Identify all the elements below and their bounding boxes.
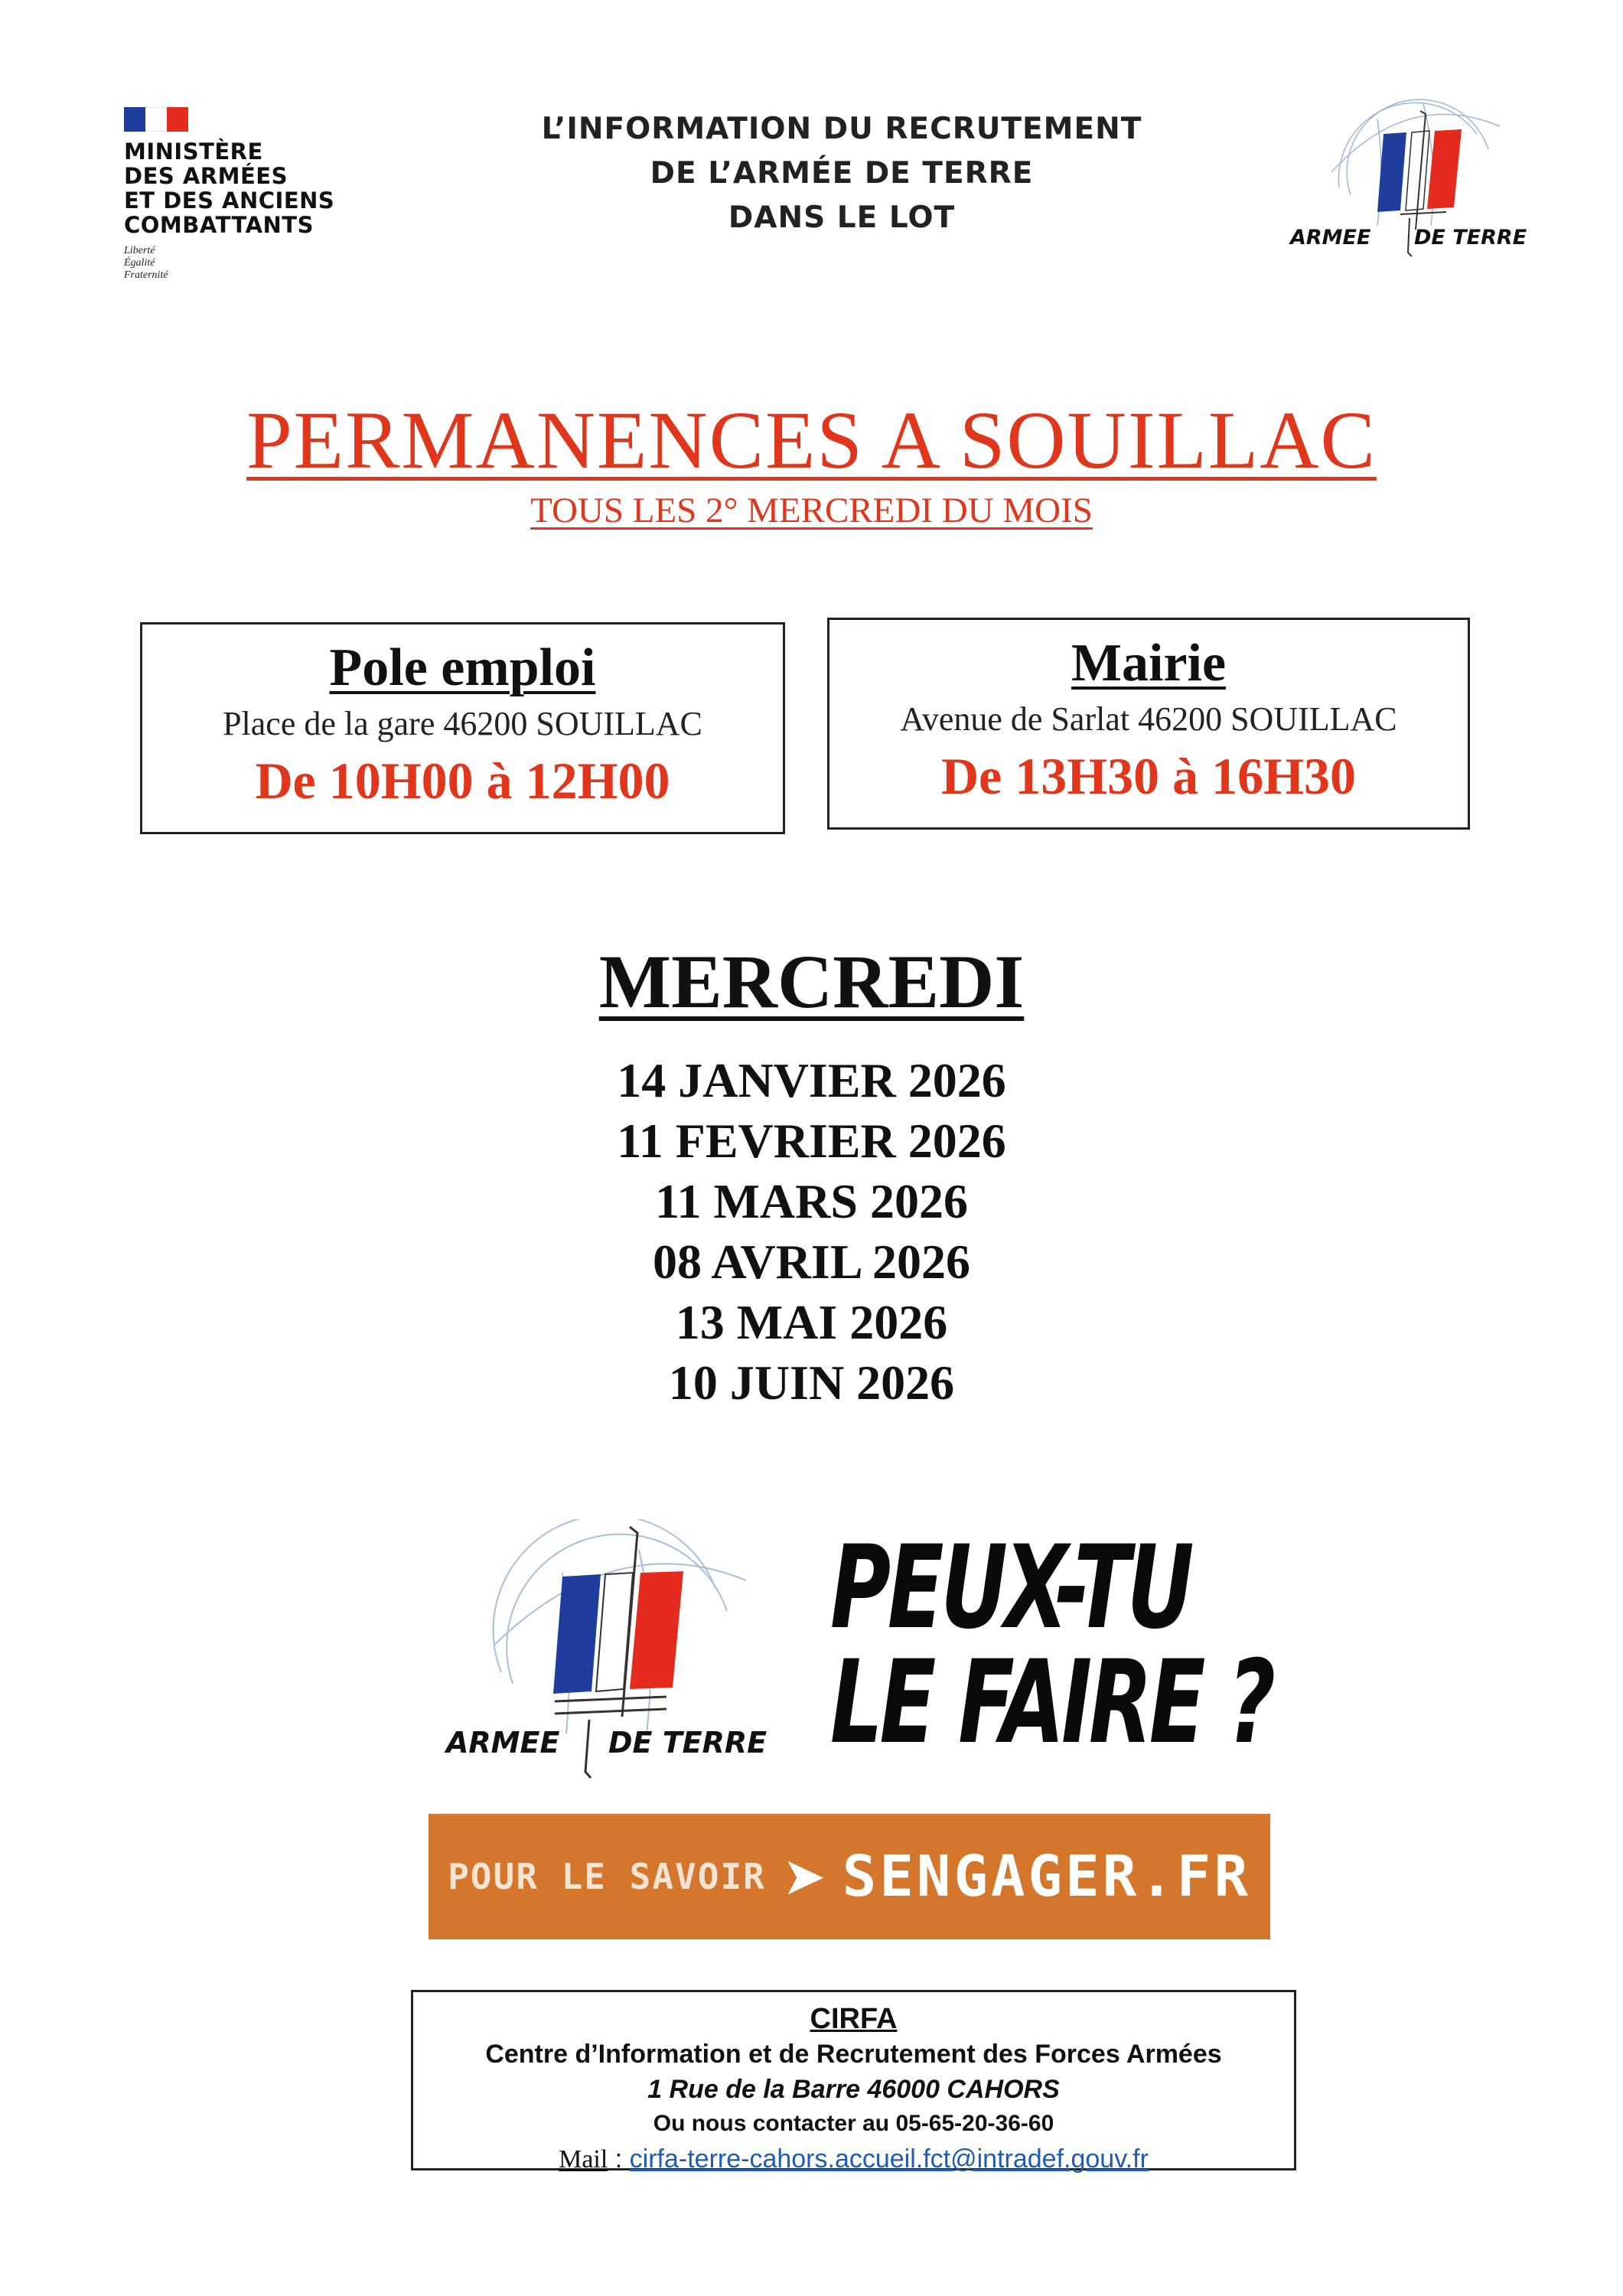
page-subtitle — [0, 490, 1623, 531]
day-title-text: MERCREDI — [598, 939, 1025, 1024]
arrow-right-icon: ➤ — [784, 1851, 824, 1903]
date-item: 14 JANVIER 2026 — [617, 1053, 1006, 1107]
cta-site-link[interactable]: SENGAGER.FR — [842, 1844, 1251, 1910]
header-line: DANS LE LOT — [728, 201, 956, 235]
date-list — [0, 1050, 1623, 1413]
mail-separator: : — [608, 2144, 630, 2174]
ministry-name-line: DES ARMÉES — [124, 163, 288, 189]
location-name: Pole emploi — [329, 638, 596, 697]
armee-de-terre-logo-large — [440, 1519, 800, 1791]
ministry-logo — [124, 107, 354, 282]
date-item: 13 MAI 2026 — [675, 1295, 948, 1349]
contact-mail — [413, 2141, 1294, 2178]
slogan-line: PEUX-TU — [830, 1521, 1191, 1655]
date-item: 08 AVRIL 2026 — [653, 1234, 970, 1289]
location-address: Avenue de Sarlat 46200 SOUILLAC — [900, 700, 1397, 738]
cta-banner[interactable] — [429, 1814, 1270, 1939]
date-item: 10 JUIN 2026 — [668, 1355, 955, 1410]
slogan — [830, 1521, 1289, 1769]
location-hours: De 13H30 à 16H30 — [940, 747, 1357, 805]
location-address: Place de la gare 46200 SOUILLAC — [223, 705, 702, 742]
page-title-text: PERMANENCES A SOUILLAC — [246, 396, 1377, 486]
contact-org: Centre d’Information et de Recrutement des Forces Armées — [485, 2040, 1222, 2069]
location-box-mairie — [827, 618, 1470, 830]
armee-de-terre-logo-top — [1286, 80, 1538, 264]
ministry-name-line: COMBATTANTS — [124, 212, 314, 238]
header-title — [459, 107, 1224, 240]
mail-label: Mail — [559, 2145, 608, 2174]
location-name: Mairie — [1071, 634, 1227, 693]
location-box-pole-emploi — [140, 622, 785, 834]
page-subtitle-text: TOUS LES 2° MERCREDI DU MOIS — [530, 491, 1093, 530]
logo-text-right: DE TERRE — [1414, 226, 1527, 249]
marianne-flag-icon — [124, 107, 188, 132]
date-item: 11 FEVRIER 2026 — [617, 1114, 1006, 1168]
logo-text-left: ARMEE — [1290, 226, 1371, 249]
contact-address: 1 Rue de la Barre 46000 CAHORS — [647, 2075, 1060, 2104]
location-hours: De 10H00 à 12H00 — [255, 752, 670, 810]
logo-text-left: ARMEE — [446, 1726, 560, 1760]
motto-line: Égalité — [124, 257, 155, 269]
slogan-line: LE FAIRE ? — [830, 1636, 1273, 1769]
contact-box — [411, 1990, 1296, 2174]
date-item: 11 MARS 2026 — [655, 1174, 968, 1228]
page-title — [0, 394, 1623, 488]
logo-text-right: DE TERRE — [608, 1726, 768, 1760]
motto-line: Liberté — [124, 245, 155, 256]
ministry-name-line: MINISTÈRE — [124, 139, 263, 165]
day-title — [0, 938, 1623, 1026]
contact-phone: Ou nous contacter au 05-65-20-36-60 — [653, 2111, 1054, 2136]
header-line: L’INFORMATION DU RECRUTEMENT — [541, 112, 1142, 146]
header-line: DE L’ARMÉE DE TERRE — [650, 156, 1034, 191]
cta-prefix: POUR LE SAVOIR — [448, 1856, 766, 1897]
ministry-name-line: ET DES ANCIENS — [124, 188, 335, 214]
mail-link[interactable]: cirfa-terre-cahors.accueil.fct@intradef.gouv.fr — [629, 2144, 1149, 2174]
motto-line: Fraternité — [124, 269, 168, 281]
contact-title: CIRFA — [810, 2003, 898, 2035]
